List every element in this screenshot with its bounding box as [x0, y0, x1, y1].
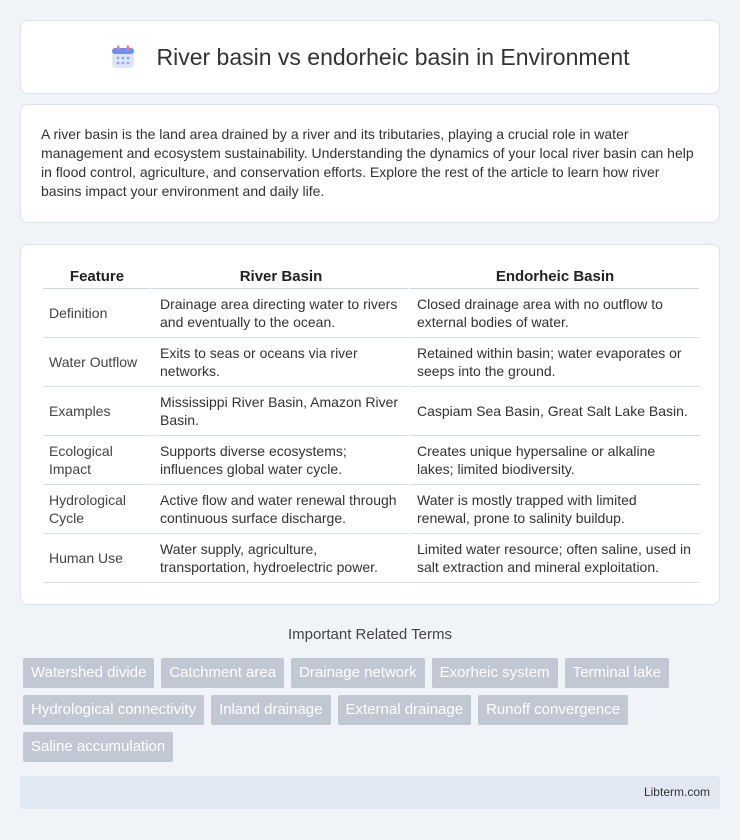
header-feature: Feature [43, 265, 151, 289]
river-basin-cell: Mississippi River Basin, Amazon River Basin. [151, 387, 408, 436]
table-row [43, 338, 699, 387]
term-tag[interactable]: Exorheic system [432, 658, 558, 688]
endorheic-basin-cell: Limited water resource; often saline, used in salt extraction and mineral exploitation. [408, 534, 699, 583]
endorheic-basin-cell: Water is mostly trapped with limited renewal, prone to salinity buildup. [408, 485, 699, 534]
term-tag[interactable]: Drainage network [291, 658, 425, 688]
feature-cell: Ecological Impact [43, 436, 151, 485]
comparison-table [43, 265, 699, 583]
comparison-table-card [20, 244, 720, 605]
river-basin-cell: Water supply, agriculture, transportation, hydroelectric power. [151, 534, 408, 583]
header-card [20, 20, 720, 94]
endorheic-basin-cell: Creates unique hypersaline or alkaline lakes; limited biodiversity. [408, 436, 699, 485]
term-tag[interactable]: Terminal lake [565, 658, 669, 688]
river-basin-cell: Drainage area directing water to rivers and eventually to the ocean. [151, 289, 408, 338]
term-tag[interactable]: External drainage [338, 695, 472, 725]
table-row [43, 485, 699, 534]
header-river-basin: River Basin [151, 265, 408, 289]
footer [20, 776, 720, 809]
term-tag[interactable]: Catchment area [161, 658, 284, 688]
header-endorheic-basin: Endorheic Basin [408, 265, 699, 289]
term-tag[interactable]: Inland drainage [211, 695, 330, 725]
table-row [43, 289, 699, 338]
table-row [43, 534, 699, 583]
feature-cell: Examples [43, 387, 151, 436]
intro-card [20, 104, 720, 223]
table-row [43, 387, 699, 436]
term-tag[interactable]: Hydrological connectivity [23, 695, 204, 725]
related-terms-heading: Important Related Terms [288, 626, 452, 643]
footer-site-link[interactable]: Libterm.com [643, 785, 710, 799]
intro-paragraph: A river basin is the land area drained by a river and its tributaries, playing a crucial role in water management and ecosystem sustainability. Understanding the dynamics of your local river basin can help in flood control, agriculture, and conservation efforts. Explore the rest of the article to learn how river basins impact your environment and daily life. [41, 126, 694, 199]
feature-cell: Water Outflow [43, 338, 151, 387]
related-terms-list [23, 658, 723, 762]
feature-cell: Hydrological Cycle [43, 485, 151, 534]
feature-cell: Definition [43, 289, 151, 338]
endorheic-basin-cell: Retained within basin; water evaporates or seeps into the ground. [408, 338, 699, 387]
term-tag[interactable]: Saline accumulation [23, 732, 173, 762]
river-basin-cell: Active flow and water renewal through continuous surface discharge. [151, 485, 408, 534]
feature-cell: Human Use [43, 534, 151, 583]
term-tag[interactable]: Runoff convergence [478, 695, 628, 725]
table-row [43, 436, 699, 485]
calendar-icon [110, 44, 136, 70]
river-basin-cell: Exits to seas or oceans via river networks. [151, 338, 408, 387]
page-title: River basin vs endorheic basin in Environment [156, 43, 630, 70]
table-header-row [43, 265, 699, 289]
endorheic-basin-cell: Caspiam Sea Basin, Great Salt Lake Basin. [408, 387, 699, 436]
endorheic-basin-cell: Closed drainage area with no outflow to external bodies of water. [408, 289, 699, 338]
river-basin-cell: Supports diverse ecosystems; influences global water cycle. [151, 436, 408, 485]
term-tag[interactable]: Watershed divide [23, 658, 154, 688]
